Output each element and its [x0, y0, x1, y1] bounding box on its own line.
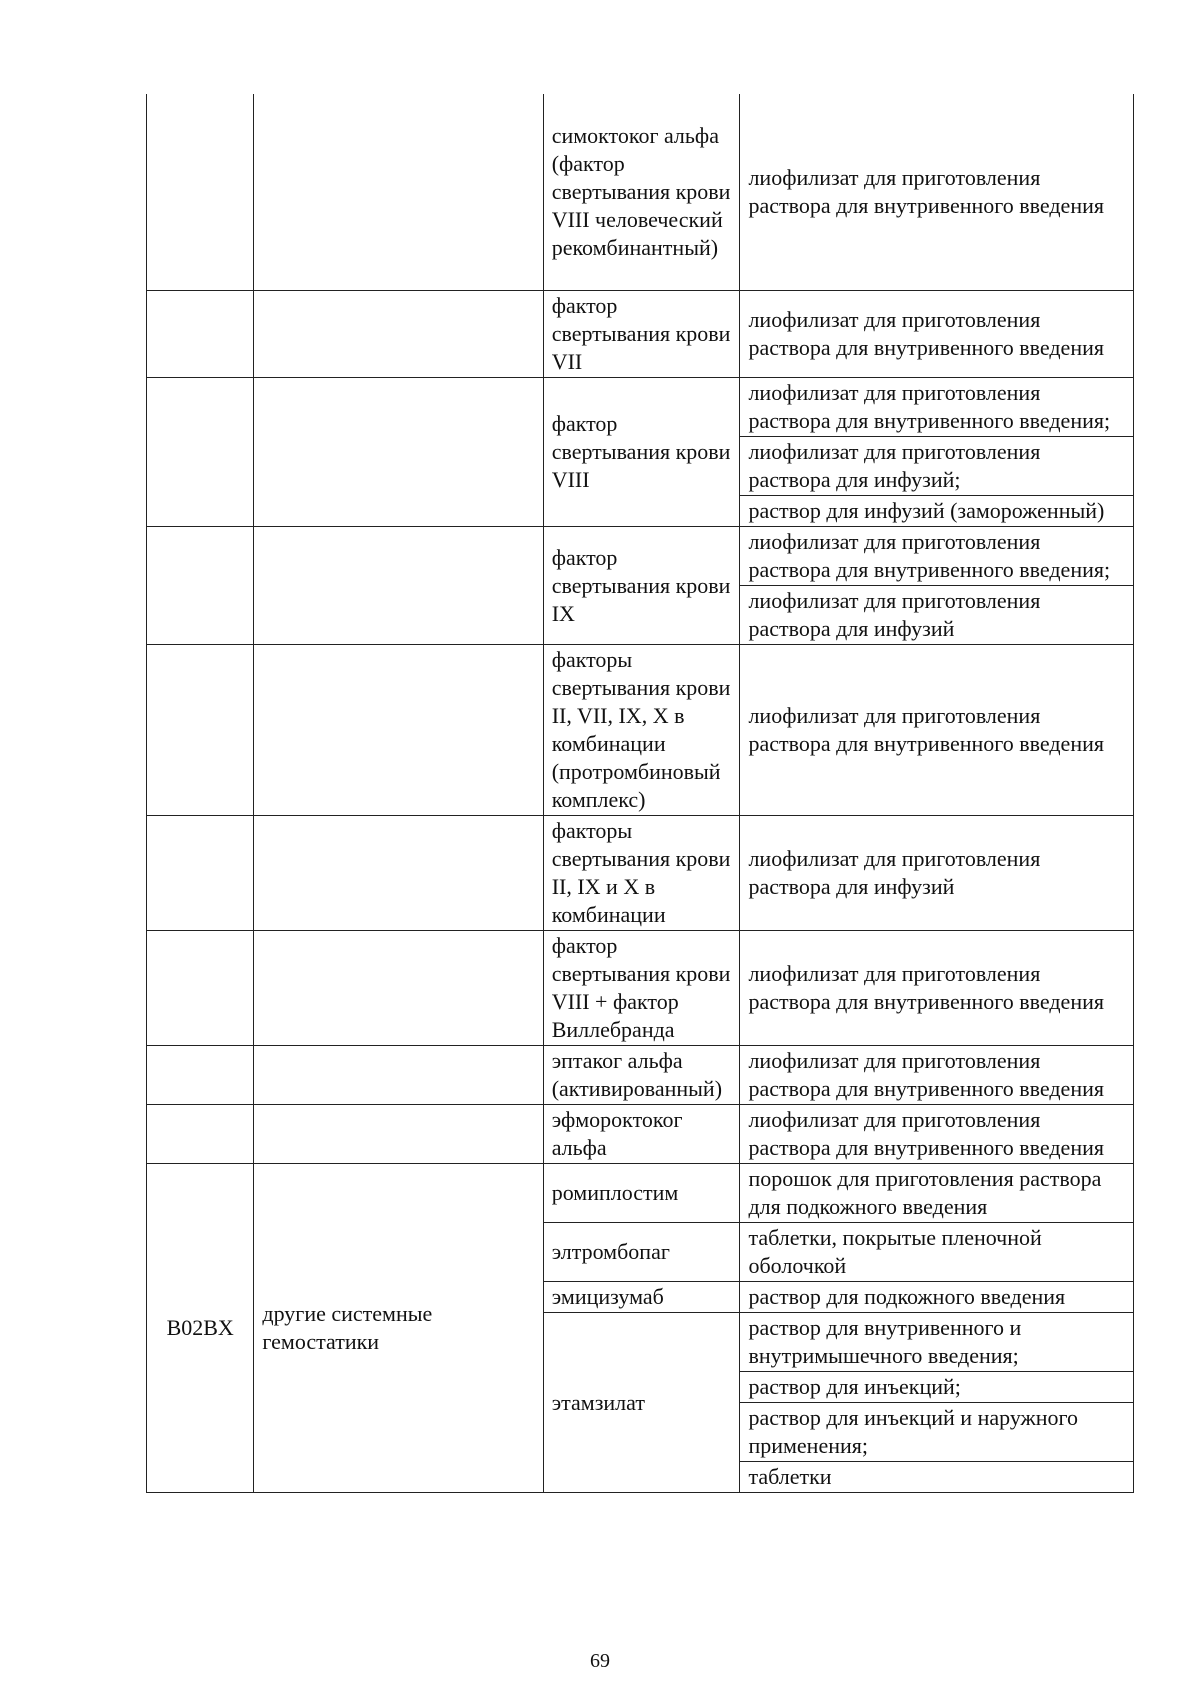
dosage-form-cell: лиофилизат для приготовления раствора для внутривенного введения: [740, 94, 1134, 291]
drug-name-cell: ромиплостим: [543, 1164, 740, 1223]
drug-name-cell: фактор свертывания крови VIII + фактор Виллебранда: [543, 931, 740, 1046]
dosage-form-cell: лиофилизат для приготовления раствора для внутривенного введения;: [740, 378, 1134, 437]
drug-name-cell: элтромбопаг: [543, 1223, 740, 1282]
code-cell: [147, 816, 254, 931]
table-row: [147, 1164, 1134, 1223]
code-cell: [147, 94, 254, 291]
atc-code-cell: B02BX: [147, 1164, 254, 1493]
drug-name-cell: симоктоког альфа (фактор свертывания крови VIII человеческий рекомбинантный): [543, 94, 740, 291]
dosage-form-cell: порошок для приготовления раствора для подкожного введения: [740, 1164, 1134, 1223]
group-cell: [254, 645, 543, 816]
dosage-form-cell: раствор для внутривенного и внутримышечного введения;: [740, 1313, 1134, 1372]
drug-name-cell: фактор свертывания крови VIII: [543, 378, 740, 527]
code-cell: [147, 378, 254, 527]
dosage-form-cell: таблетки: [740, 1462, 1134, 1493]
table-row: [147, 1105, 1134, 1164]
table-row: [147, 1046, 1134, 1105]
dosage-form-cell: лиофилизат для приготовления раствора для внутривенного введения: [740, 291, 1134, 378]
dosage-form-cell: лиофилизат для приготовления раствора для внутривенного введения: [740, 645, 1134, 816]
group-title-cell: другие системные гемостатики: [254, 1164, 543, 1493]
code-cell: [147, 931, 254, 1046]
code-cell: [147, 291, 254, 378]
table-row: [147, 94, 1134, 291]
drug-name-cell: эмицизумаб: [543, 1282, 740, 1313]
dosage-form-cell: лиофилизат для приготовления раствора для внутривенного введения;: [740, 527, 1134, 586]
group-cell: [254, 291, 543, 378]
drug-name-cell: факторы свертывания крови II, VII, IX, X в комбинации (протромбиновый комплекс): [543, 645, 740, 816]
drug-name-cell: этамзилат: [543, 1313, 740, 1493]
page-number: 69: [590, 1650, 610, 1672]
code-cell: [147, 645, 254, 816]
dosage-form-cell: раствор для подкожного введения: [740, 1282, 1134, 1313]
table-row: [147, 816, 1134, 931]
table-row: [147, 527, 1134, 586]
dosage-form-cell: раствор для инъекций;: [740, 1372, 1134, 1403]
dosage-form-cell: лиофилизат для приготовления раствора для внутривенного введения: [740, 931, 1134, 1046]
dosage-form-cell: лиофилизат для приготовления раствора для инфузий;: [740, 437, 1134, 496]
table-row: [147, 378, 1134, 437]
dosage-form-cell: лиофилизат для приготовления раствора для инфузий: [740, 816, 1134, 931]
table-row: [147, 291, 1134, 378]
drug-name-cell: фактор свертывания крови IX: [543, 527, 740, 645]
dosage-form-cell: таблетки, покрытые пленочной оболочкой: [740, 1223, 1134, 1282]
drug-name-cell: эфмороктоког альфа: [543, 1105, 740, 1164]
table-row: [147, 931, 1134, 1046]
code-cell: [147, 1046, 254, 1105]
group-cell: [254, 1046, 543, 1105]
drug-name-cell: факторы свертывания крови II, IX и X в комбинации: [543, 816, 740, 931]
drug-name-cell: эптаког альфа (активированный): [543, 1046, 740, 1105]
dosage-form-cell: лиофилизат для приготовления раствора для внутривенного введения: [740, 1105, 1134, 1164]
group-cell: [254, 1105, 543, 1164]
dosage-form-cell: лиофилизат для приготовления раствора для внутривенного введения: [740, 1046, 1134, 1105]
group-cell: [254, 931, 543, 1046]
code-cell: [147, 527, 254, 645]
drug-name-cell: фактор свертывания крови VII: [543, 291, 740, 378]
group-cell: [254, 527, 543, 645]
table-row: [147, 645, 1134, 816]
drug-table: [146, 94, 1134, 1493]
group-cell: [254, 94, 543, 291]
dosage-form-cell: раствор для инфузий (замороженный): [740, 496, 1134, 527]
group-cell: [254, 816, 543, 931]
dosage-form-cell: раствор для инъекций и наружного применения;: [740, 1403, 1134, 1462]
dosage-form-cell: лиофилизат для приготовления раствора для инфузий: [740, 586, 1134, 645]
group-cell: [254, 378, 543, 527]
code-cell: [147, 1105, 254, 1164]
